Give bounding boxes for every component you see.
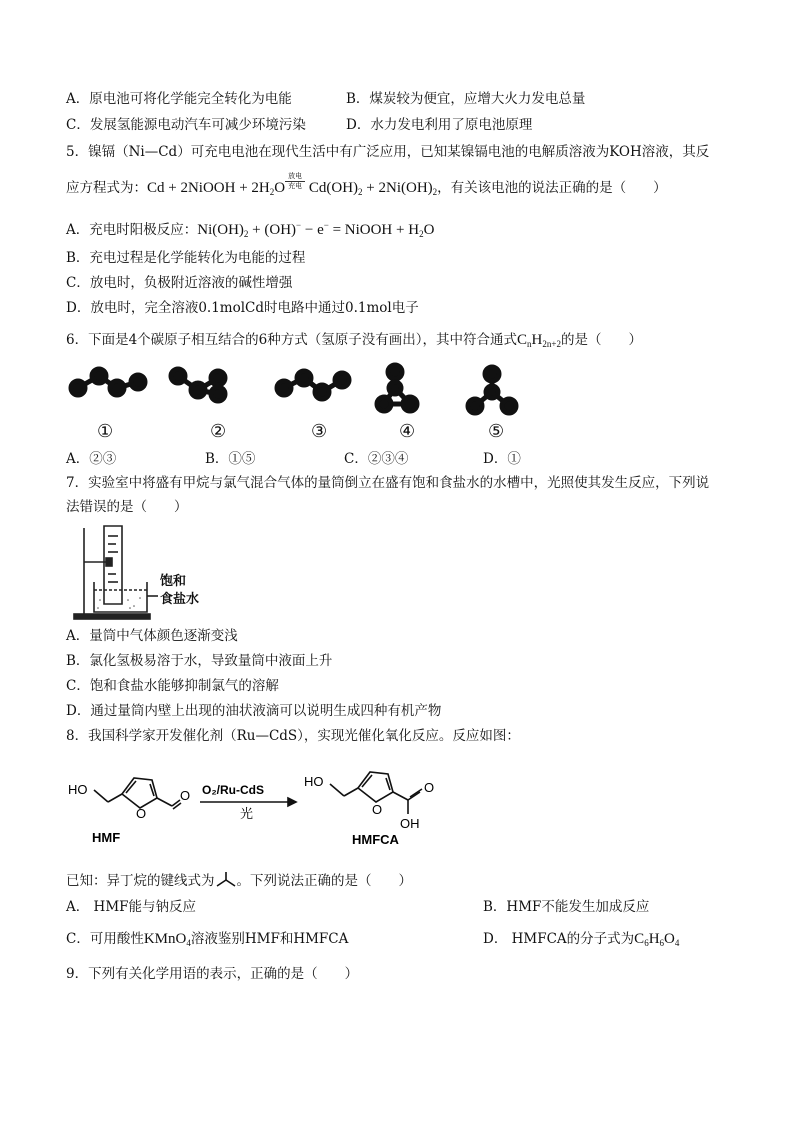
q8-stem: 8．我国科学家开发催化剂（Ru—CdS），实现光催化氧化反应。反应如图： <box>66 728 520 744</box>
hmfca-label: HMFCA <box>352 832 399 847</box>
q8-option-c: C．可用酸性KMnO$_4$溶液鉴别HMF和HMFCA <box>66 931 349 948</box>
q7-option-a: A．量筒中气体颜色逐渐变浅 <box>66 628 238 644</box>
q5-option-b: B．充电过程是化学能转化为电能的过程 <box>66 250 306 266</box>
skeleton-1 <box>71 369 145 395</box>
q8-option-a: A． HMF能与钠反应 <box>66 899 197 915</box>
q8-known: 已知：异丁烷的键线式为 。下列说法正确的是（ ） <box>66 873 412 889</box>
q8-option-d: D． HMFCA的分子式为$C_6H_6O_4$ <box>483 931 680 948</box>
skeleton-label-5: ⑤ <box>488 421 505 442</box>
q8-option-b: B．HMF不能发生加成反应 <box>483 899 650 915</box>
skeleton-2 <box>171 369 225 401</box>
q6-option-b: B．①⑤ <box>205 451 256 467</box>
reversible-arrow: 放电 充电 <box>285 173 305 190</box>
q5-equation: Cd + 2NiOOH + $2H_2O$ 放电 充电 $Cd(OH)_2 + 2Ni(OH)_2$ <box>147 172 438 197</box>
q7-stem-line2: 法错误的是（ ） <box>66 499 188 515</box>
hmfca-oh-label: OH <box>400 816 420 831</box>
skeleton-label-4: ④ <box>399 421 416 442</box>
q6-option-c: C．②③④ <box>344 451 409 467</box>
q6-stem: 6．下面是4个碳原子相互结合的6种方式（氢原子没有画出），其中符合通式$C_nH_{2n+2}$的是（ ） <box>66 332 642 349</box>
q5-stem-line1: 5．镍镉（Ni—Cd）可充电电池在现代生活中有广泛应用，已知某镍镉电池的电解质溶液为KOH溶液，其反 <box>66 144 710 160</box>
fig-label-saturated: 饱和 <box>160 574 187 589</box>
isobutane-skeleton-icon <box>215 871 237 887</box>
q6-option-d: D．① <box>483 451 521 467</box>
hmf-aldehyde-o: O <box>180 788 191 803</box>
q5-option-c: C．放电时，负极附近溶液的碱性增强 <box>66 275 293 291</box>
q6-option-a: A．②③ <box>66 451 117 467</box>
q7-option-c: C．饱和食盐水能够抑制氯气的溶解 <box>66 678 279 694</box>
q9-stem: 9．下列有关化学用语的表示，正确的是（ ） <box>66 966 359 982</box>
carbon-skeletons-figure <box>60 362 530 442</box>
hmfca-ring-o: O <box>372 802 383 817</box>
skeleton-4 <box>377 365 417 411</box>
skeleton-label-1: ① <box>97 421 114 442</box>
skeleton-label-2: ② <box>210 421 227 442</box>
condition-light: 光 <box>240 806 254 821</box>
skeleton-3 <box>277 371 349 399</box>
q7-option-d: D．通过量筒内壁上出现的油状液滴可以说明生成四种有机产物 <box>66 703 442 719</box>
q7-option-b: B．氯化氢极易溶于水，导致量筒中液面上升 <box>66 653 333 669</box>
hmfca-ho-label: HO <box>304 774 324 789</box>
q4-option-a: A．原电池可将化学能完全转化为电能 <box>66 91 292 107</box>
q4-option-c: C．发展氢能源电动汽车可减少环境污染 <box>66 117 306 133</box>
hmf-oxidation-reaction <box>62 756 462 852</box>
q4-option-d: D．水力发电利用了原电池原理 <box>346 117 533 133</box>
q7-stem-line1: 7．实验室中将盛有甲烷与氯气混合气体的量筒倒立在盛有饱和食盐水的水槽中，光照使其发生反应，下列说 <box>66 475 710 491</box>
q5-stem-line2: 应方程式为：Cd + 2NiOOH + $2H_2O$ 放电 充电 $Cd(OH)_2 + 2Ni(OH)_2$，有关该电池的说法正确的是（ ） <box>66 172 667 197</box>
hmf-ho-label: HO <box>68 782 88 797</box>
reagent-label: O₂/Ru-CdS <box>202 783 264 797</box>
q4-option-b: B．煤炭较为便宜，应增大火力发电总量 <box>346 91 586 107</box>
fig-label-brine: 食盐水 <box>160 592 200 607</box>
hmf-ring-o: O <box>136 806 147 821</box>
q5-option-d: D．放电时，完全溶液0.1molCd时电路中通过0.1mol电子 <box>66 300 419 316</box>
hmf-label: HMF <box>92 830 121 845</box>
hmfca-carbonyl-o: O <box>424 780 435 795</box>
q5-option-a: A．充电时阳极反应：$Ni(OH)_2 + (OH)^- - e^-$ = NiOOH + $H_2O$ <box>66 220 435 239</box>
skeleton-label-3: ③ <box>311 421 328 442</box>
skeleton-5 <box>468 367 516 413</box>
